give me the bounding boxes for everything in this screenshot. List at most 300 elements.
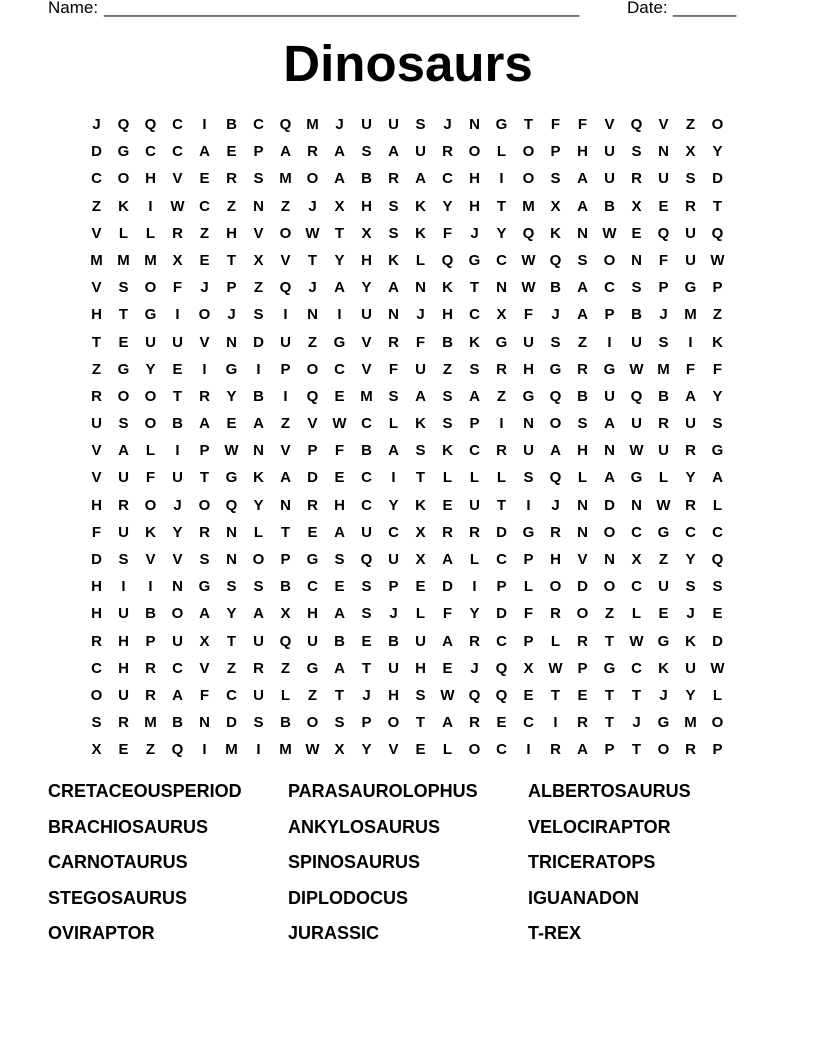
- grid-letter: V: [361, 360, 372, 378]
- grid-letter: X: [523, 659, 534, 677]
- grid-letter: Z: [199, 224, 210, 242]
- grid-letter: P: [523, 632, 534, 650]
- grid-letter: J: [659, 686, 668, 704]
- grid-letter: U: [685, 659, 696, 677]
- grid-letter: H: [145, 170, 156, 188]
- grid-letter: Z: [307, 333, 318, 351]
- grid-letter: Z: [685, 116, 696, 133]
- grid-letter: T: [469, 279, 480, 297]
- grid-row: [83, 165, 731, 192]
- grid-letter: S: [658, 333, 669, 351]
- grid-letter: G: [657, 714, 670, 732]
- grid-letter: I: [175, 442, 180, 460]
- grid-letter: H: [91, 496, 102, 514]
- grid-letter: I: [256, 360, 261, 378]
- grid-letter: T: [496, 496, 507, 514]
- grid-letter: O: [711, 116, 724, 133]
- grid-letter: L: [496, 143, 507, 161]
- grid-letter: C: [91, 659, 102, 677]
- grid-letter: R: [685, 197, 696, 215]
- grid-letter: K: [388, 251, 399, 269]
- grid-letter: E: [199, 251, 210, 269]
- grid-letter: V: [199, 659, 210, 677]
- grid-row: [83, 437, 731, 464]
- grid-letter: I: [121, 578, 126, 596]
- grid-letter: Y: [226, 387, 237, 405]
- grid-letter: K: [415, 415, 426, 433]
- grid-letter: Q: [495, 686, 508, 704]
- grid-letter: O: [306, 714, 319, 732]
- grid-letter: P: [388, 578, 399, 596]
- grid-letter: C: [604, 279, 615, 297]
- grid-letter: U: [604, 387, 615, 405]
- grid-letter: E: [334, 387, 345, 405]
- word-bank-item: ANKYLOSAURUS: [288, 816, 441, 837]
- grid-letter: B: [172, 415, 183, 433]
- grid-letter: U: [307, 632, 318, 650]
- grid-letter: L: [469, 469, 480, 487]
- grid-letter: O: [90, 686, 103, 704]
- grid-letter: U: [415, 360, 426, 378]
- grid-letter: Z: [604, 605, 615, 623]
- grid-letter: X: [685, 143, 696, 161]
- grid-letter: S: [415, 442, 426, 460]
- grid-letter: J: [173, 496, 182, 514]
- grid-letter: L: [415, 605, 426, 623]
- grid-letter: M: [522, 197, 535, 215]
- grid-letter: O: [117, 170, 130, 188]
- grid-letter: Q: [630, 387, 643, 405]
- grid-row: [83, 220, 731, 247]
- grid-letter: O: [198, 496, 211, 514]
- grid-letter: C: [253, 116, 264, 133]
- grid-letter: O: [522, 170, 535, 188]
- grid-row: [83, 682, 731, 709]
- grid-letter: A: [253, 605, 264, 623]
- name-label: Name:: [48, 0, 99, 17]
- grid-letter: Y: [361, 279, 372, 297]
- grid-letter: T: [334, 686, 345, 704]
- grid-letter: H: [361, 251, 372, 269]
- grid-letter: Q: [711, 224, 724, 242]
- grid-letter: C: [631, 523, 642, 541]
- grid-letter: U: [361, 116, 372, 133]
- grid-letter: O: [117, 387, 130, 405]
- grid-letter: W: [710, 659, 725, 677]
- grid-letter: I: [202, 741, 207, 759]
- grid-letter: B: [226, 116, 237, 133]
- grid-letter: A: [334, 279, 345, 297]
- grid-letter: J: [551, 496, 560, 514]
- word-bank-item: ALBERTOSAURUS: [528, 781, 691, 801]
- grid-letter: N: [280, 496, 291, 514]
- grid-letter: X: [361, 224, 372, 242]
- grid-letter: K: [145, 523, 156, 541]
- grid-letter: S: [631, 279, 642, 297]
- grid-letter: O: [603, 578, 616, 596]
- grid-letter: W: [521, 251, 536, 269]
- word-bank-item: PARASAUROLOPHUS: [288, 781, 478, 801]
- grid-letter: U: [118, 523, 129, 541]
- grid-letter: Y: [226, 605, 237, 623]
- grid-letter: C: [388, 523, 399, 541]
- grid-letter: J: [200, 279, 209, 297]
- grid-letter: J: [632, 714, 641, 732]
- grid-letter: I: [526, 496, 531, 514]
- grid-letter: W: [629, 632, 644, 650]
- grid-letter: H: [442, 306, 453, 324]
- grid-letter: S: [550, 170, 561, 188]
- grid-letter: T: [118, 306, 129, 324]
- grid-letter: E: [361, 632, 372, 650]
- grid-letter: G: [630, 469, 643, 487]
- grid-letter: M: [279, 170, 292, 188]
- word-bank-item: CARNOTAURUS: [48, 852, 188, 872]
- grid-letter: N: [604, 442, 615, 460]
- grid-letter: T: [307, 251, 318, 269]
- grid-letter: B: [604, 197, 615, 215]
- grid-letter: A: [685, 387, 696, 405]
- grid-letter: O: [252, 551, 265, 568]
- grid-letter: U: [631, 415, 642, 433]
- grid-letter: U: [253, 632, 264, 650]
- grid-letter: I: [499, 170, 504, 188]
- grid-letter: H: [334, 496, 345, 514]
- grid-letter: T: [712, 197, 723, 215]
- grid-letter: A: [577, 306, 588, 324]
- grid-letter: B: [442, 333, 453, 351]
- grid-letter: G: [225, 360, 238, 378]
- grid-letter: P: [550, 143, 561, 161]
- grid-letter: C: [469, 306, 480, 324]
- grid-letter: P: [712, 279, 723, 297]
- grid-letter: K: [415, 197, 426, 215]
- grid-letter: P: [523, 551, 534, 568]
- grid-letter: O: [144, 415, 157, 433]
- grid-letter: A: [334, 523, 345, 541]
- grid-letter: W: [629, 442, 644, 460]
- grid-letter: H: [550, 551, 561, 568]
- grid-letter: T: [604, 714, 615, 732]
- grid-letter: D: [496, 605, 507, 623]
- grid-letter: Q: [279, 116, 292, 133]
- grid-letter: F: [523, 306, 534, 324]
- grid-letter: Q: [657, 224, 670, 242]
- grid-letter: N: [577, 496, 588, 514]
- grid-letter: S: [361, 605, 372, 623]
- grid-letter: O: [468, 741, 481, 759]
- grid-letter: H: [91, 578, 102, 596]
- grid-letter: E: [442, 659, 453, 677]
- grid-letter: P: [280, 360, 291, 378]
- grid-letter: C: [172, 659, 183, 677]
- grid-row: [83, 356, 731, 383]
- grid-letter: R: [550, 523, 561, 541]
- grid-letter: L: [631, 605, 642, 623]
- grid-letter: K: [118, 197, 129, 215]
- grid-letter: E: [712, 605, 723, 623]
- grid-row: [83, 301, 731, 328]
- grid-letter: Y: [685, 469, 696, 487]
- grid-row: [83, 628, 731, 655]
- grid-letter: R: [172, 224, 183, 242]
- grid-letter: I: [499, 415, 504, 433]
- grid-letter: B: [388, 632, 399, 650]
- grid-letter: R: [253, 659, 264, 677]
- grid-letter: F: [145, 469, 156, 487]
- grid-letter: G: [711, 442, 724, 460]
- grid-letter: V: [253, 224, 264, 242]
- grid-letter: R: [226, 170, 237, 188]
- grid-letter: T: [631, 741, 642, 759]
- grid-letter: S: [253, 306, 264, 324]
- grid-letter: F: [685, 360, 696, 378]
- grid-letter: E: [226, 415, 237, 433]
- grid-letter: H: [118, 632, 129, 650]
- grid-letter: R: [199, 523, 210, 541]
- grid-letter: H: [523, 360, 534, 378]
- grid-letter: C: [172, 143, 183, 161]
- grid-letter: S: [442, 387, 453, 405]
- grid-letter: A: [415, 387, 426, 405]
- grid-letter: Z: [307, 686, 318, 704]
- grid-letter: O: [549, 415, 562, 433]
- grid-letter: S: [118, 415, 129, 433]
- grid-letter: U: [280, 333, 291, 351]
- grid-letter: K: [415, 496, 426, 514]
- grid-letter: D: [712, 170, 723, 188]
- grid-letter: Q: [549, 469, 562, 487]
- grid-letter: U: [361, 306, 372, 324]
- page-title: Dinosaurs: [283, 35, 533, 92]
- grid-letter: U: [631, 333, 642, 351]
- grid-letter: N: [658, 143, 669, 161]
- grid-letter: K: [658, 659, 669, 677]
- grid-letter: E: [334, 469, 345, 487]
- grid-letter: K: [442, 279, 453, 297]
- grid-letter: C: [523, 714, 534, 732]
- grid-letter: Z: [253, 279, 264, 297]
- grid-letter: N: [226, 333, 237, 351]
- grid-letter: N: [631, 496, 642, 514]
- grid-letter: P: [361, 714, 372, 732]
- grid-letter: L: [523, 578, 534, 596]
- grid-letter: M: [117, 251, 130, 269]
- grid-letter: A: [577, 279, 588, 297]
- grid-letter: T: [334, 224, 345, 242]
- grid-letter: B: [658, 387, 669, 405]
- grid-letter: Y: [361, 741, 372, 759]
- grid-letter: A: [442, 714, 453, 732]
- grid-letter: C: [199, 197, 210, 215]
- grid-letter: M: [144, 714, 157, 732]
- grid-letter: T: [496, 197, 507, 215]
- grid-letter: Y: [388, 496, 399, 514]
- grid-letter: U: [253, 686, 264, 704]
- grid-letter: E: [658, 605, 669, 623]
- grid-letter: Y: [253, 496, 264, 514]
- grid-letter: Y: [442, 197, 453, 215]
- grid-letter: A: [604, 469, 615, 487]
- grid-letter: U: [523, 442, 534, 460]
- grid-letter: Q: [495, 659, 508, 677]
- word-bank-row: [48, 885, 768, 921]
- grid-letter: C: [226, 686, 237, 704]
- grid-letter: R: [577, 632, 588, 650]
- grid-letter: D: [712, 632, 723, 650]
- grid-letter: V: [577, 551, 588, 568]
- grid-letter: E: [415, 578, 426, 596]
- grid-letter: I: [256, 741, 261, 759]
- grid-letter: V: [361, 333, 372, 351]
- grid-letter: D: [577, 578, 588, 596]
- grid-letter: Q: [549, 387, 562, 405]
- grid-letter: Q: [117, 116, 130, 133]
- grid-letter: L: [253, 523, 264, 541]
- grid-letter: L: [145, 442, 156, 460]
- grid-letter: E: [658, 197, 669, 215]
- grid-letter: S: [334, 551, 345, 568]
- word-bank-row: [48, 920, 768, 956]
- grid-letter: J: [308, 279, 317, 297]
- grid-row: [83, 329, 731, 356]
- grid-letter: V: [145, 551, 156, 568]
- grid-letter: X: [550, 197, 561, 215]
- grid-letter: O: [279, 224, 292, 242]
- grid-letter: A: [712, 469, 723, 487]
- grid-letter: F: [334, 442, 345, 460]
- grid-letter: T: [199, 469, 210, 487]
- grid-letter: I: [472, 578, 477, 596]
- grid-letter: V: [91, 279, 102, 297]
- grid-row: [83, 546, 731, 573]
- grid-letter: K: [685, 632, 696, 650]
- grid-letter: K: [712, 333, 723, 351]
- grid-letter: X: [631, 551, 642, 568]
- grid-letter: R: [145, 686, 156, 704]
- grid-letter: R: [469, 523, 480, 541]
- grid-letter: M: [657, 360, 670, 378]
- grid-letter: U: [415, 143, 426, 161]
- grid-letter: H: [226, 224, 237, 242]
- grid-letter: S: [388, 387, 399, 405]
- grid-letter: I: [175, 306, 180, 324]
- grid-letter: A: [199, 415, 210, 433]
- grid-letter: L: [118, 224, 129, 242]
- grid-letter: N: [604, 551, 615, 568]
- grid-letter: E: [118, 741, 129, 759]
- grid-letter: N: [469, 116, 480, 133]
- word-bank-item: CRETACEOUSPERIOD: [48, 781, 242, 801]
- grid-letter: E: [307, 523, 318, 541]
- grid-letter: Q: [468, 686, 481, 704]
- grid-letter: D: [307, 469, 318, 487]
- grid-row: [83, 193, 731, 220]
- grid-letter: W: [548, 659, 563, 677]
- grid-letter: Z: [577, 333, 588, 351]
- grid-letter: U: [469, 496, 480, 514]
- grid-letter: X: [199, 632, 210, 650]
- grid-row: [83, 519, 731, 546]
- grid-letter: G: [306, 551, 319, 568]
- grid-letter: X: [280, 605, 291, 623]
- grid-letter: O: [603, 523, 616, 541]
- grid-letter: G: [657, 523, 670, 541]
- grid-letter: E: [442, 496, 453, 514]
- grid-letter: M: [306, 116, 319, 133]
- grid-letter: X: [496, 306, 507, 324]
- grid-letter: Y: [496, 224, 507, 242]
- grid-letter: P: [496, 578, 507, 596]
- grid-letter: J: [335, 116, 344, 133]
- grid-letter: Q: [711, 551, 724, 568]
- grid-letter: F: [577, 116, 588, 133]
- grid-letter: T: [280, 523, 291, 541]
- grid-letter: R: [118, 496, 129, 514]
- grid-letter: Q: [144, 116, 157, 133]
- grid-row: [83, 247, 731, 274]
- grid-letter: F: [91, 523, 102, 541]
- grid-letter: P: [577, 659, 588, 677]
- grid-letter: U: [91, 415, 102, 433]
- grid-letter: V: [199, 333, 210, 351]
- grid-letter: Z: [280, 659, 291, 677]
- grid-row: [83, 736, 731, 763]
- grid-letter: I: [688, 333, 693, 351]
- grid-letter: J: [659, 306, 668, 324]
- grid-letter: A: [577, 197, 588, 215]
- grid-letter: T: [226, 251, 237, 269]
- grid-letter: A: [334, 605, 345, 623]
- grid-letter: R: [469, 714, 480, 732]
- grid-letter: A: [388, 143, 399, 161]
- grid-letter: Y: [685, 551, 696, 568]
- word-bank-item: SPINOSAURUS: [288, 852, 421, 872]
- grid-letter: R: [307, 143, 318, 161]
- grid-letter: R: [91, 387, 102, 405]
- grid-letter: H: [118, 659, 129, 677]
- grid-letter: O: [306, 360, 319, 378]
- grid-letter: S: [631, 143, 642, 161]
- grid-letter: X: [253, 251, 264, 269]
- grid-row: [83, 410, 731, 437]
- grid-letter: C: [496, 741, 507, 759]
- grid-letter: O: [198, 306, 211, 324]
- word-bank-item: JURASSIC: [288, 923, 380, 943]
- grid-letter: J: [92, 116, 101, 133]
- grid-letter: I: [283, 387, 288, 405]
- grid-letter: N: [631, 251, 642, 269]
- grid-letter: B: [172, 714, 183, 732]
- grid-letter: P: [604, 306, 615, 324]
- grid-letter: D: [253, 333, 264, 351]
- grid-letter: E: [199, 170, 210, 188]
- grid-letter: O: [171, 605, 184, 623]
- grid-letter: A: [469, 387, 480, 405]
- grid-letter: K: [550, 224, 561, 242]
- grid-letter: V: [280, 251, 291, 269]
- grid-letter: U: [118, 686, 129, 704]
- grid-letter: U: [685, 224, 696, 242]
- grid-letter: B: [631, 306, 642, 324]
- grid-letter: O: [549, 578, 562, 596]
- grid-letter: C: [631, 659, 642, 677]
- grid-letter: E: [523, 686, 534, 704]
- grid-letter: S: [523, 469, 534, 487]
- grid-letter: U: [118, 469, 129, 487]
- grid-row: [83, 111, 731, 138]
- grid-letter: G: [468, 251, 481, 269]
